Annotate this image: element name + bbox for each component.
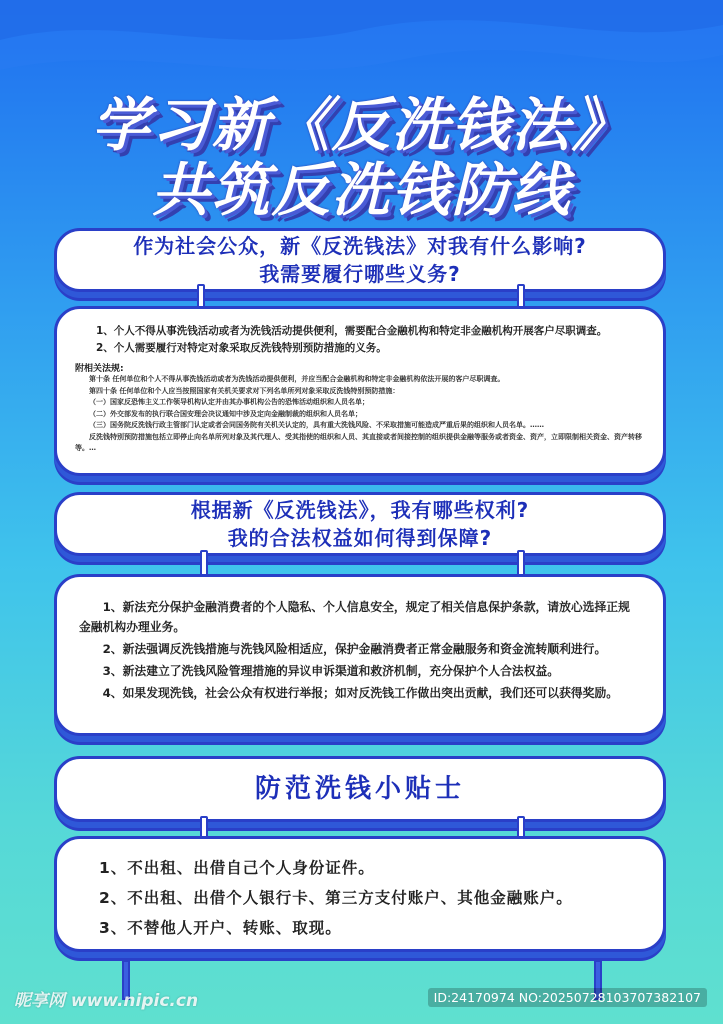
law-line: 反洗钱特别预防措施包括立即停止向名单所列对象及其代理人、受其指使的组织和人员、其直接或者间接控制的组织提供金融等服务或者资金、资产，立即限制相关资金、资产转移等。… xyxy=(75,432,642,452)
section2-paragraph: 1、新法充分保护金融消费者的个人隐私、个人信息安全，规定了相关信息保护条款，请放心选择正规金融机构办理业务。 xyxy=(79,600,630,634)
section1-paragraph: 1、个人不得从事洗钱活动或者为洗钱活动提供便利，需要配合金融机构和特定非金融机构开展客户尽职调查。 xyxy=(96,325,608,337)
tip-item: 3、不替他人开户、转账、取现。 xyxy=(99,919,342,937)
law-title: 附相关法规: xyxy=(75,364,124,374)
section3-header: 防范洗钱小贴士 xyxy=(254,774,465,804)
section2-header-line2: 我的合法权益如何得到保障? xyxy=(227,526,493,550)
law-line: （二）外交部发布的执行联合国安理会决议通知中涉及定向金融制裁的组织和人员名单； xyxy=(89,409,362,418)
section1-header-line2: 我需要履行哪些义务? xyxy=(259,262,461,286)
law-line: 第四十条 任何单位和个人应当按照国家有关机关要求对下列名单所列对象采取反洗钱特别预防措施： xyxy=(89,386,400,395)
section3-header-panel xyxy=(54,756,666,822)
section1-header-line1: 作为社会公众，新《反洗钱法》对我有什么影响? xyxy=(133,234,587,258)
section1-header-panel xyxy=(54,228,666,292)
tip-item: 2、不出租、出借个人银行卡、第三方支付账户、其他金融账户。 xyxy=(99,889,573,907)
watermark-site: 昵享网 www.nipic.cn xyxy=(14,991,199,1011)
section2-paragraph: 3、新法建立了洗钱风险管理措施的异议申诉渠道和救济机制，充分保护个人合法权益。 xyxy=(102,664,560,678)
section2-header-line1: 根据新《反洗钱法》，我有哪些权利? xyxy=(190,498,530,522)
section2-header-panel xyxy=(54,492,666,556)
law-line: （三）国务院反洗钱行政主管部门认定或者会同国务院有关机关认定的，具有重大洗钱风险、不采取措施可能造成严重后果的组织和人员名单。…… xyxy=(89,421,544,429)
section2-paragraph: 2、新法强调反洗钱措施与洗钱风险相适应，保护金融消费者正常金融服务和资金流转顺利进行。 xyxy=(102,642,607,656)
law-line: （一）国家反恐怖主义工作领导机构认定并由其办事机构公告的恐怖活动组织和人员名单； xyxy=(89,398,369,406)
section1-body-panel xyxy=(54,306,666,476)
section2-paragraph: 4、如果发现洗钱，社会公众有权进行举报；如对反洗钱工作做出突出贡献，我们还可以获得奖励。 xyxy=(102,686,619,700)
section1-paragraph: 2、个人需要履行对特定对象采取反洗钱特别预防措施的义务。 xyxy=(96,342,387,354)
section2-body-panel xyxy=(54,574,666,736)
main-title-line2: 共筑反洗钱防线 xyxy=(151,156,572,224)
main-title-line1: 学习新《反洗钱法》 xyxy=(91,91,632,159)
watermark-id: ID:24170974 NO:20250728103707382107 xyxy=(428,988,707,1007)
section3-body-panel xyxy=(54,836,666,952)
tip-item: 1、不出租、出借自己个人身份证件。 xyxy=(99,859,375,877)
law-line: 第十条 任何单位和个人不得从事洗钱活动或者为洗钱活动提供便利，并应当配合金融机构和特定非金融机构依法开展的客户尽职调查。 xyxy=(89,375,505,383)
